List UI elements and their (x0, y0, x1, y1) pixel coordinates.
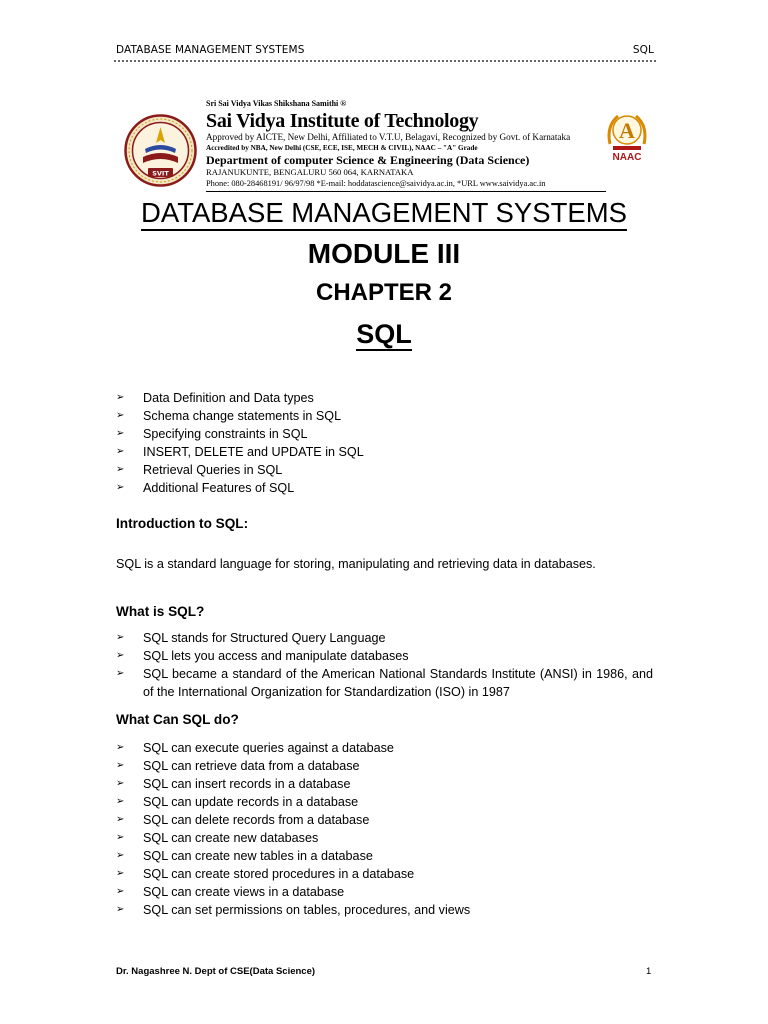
list-item: ➢ SQL lets you access and manipulate databases (116, 649, 409, 663)
course-title-text: DATABASE MANAGEMENT SYSTEMS (141, 197, 627, 231)
letterhead (120, 98, 650, 194)
arrow-bullet-icon: ➢ (116, 668, 125, 679)
running-header-rule (114, 60, 656, 62)
institute-name: Sai Vidya Institute of Technology (206, 110, 479, 132)
list-item: ➢ SQL can create new databases (116, 831, 319, 845)
list-item: ➢ SQL can create views in a database (116, 885, 345, 899)
list-item: ➢ SQL can delete records from a database (116, 813, 370, 827)
list-item: ➢ Data Definition and Data types (116, 391, 314, 405)
arrow-bullet-icon: ➢ (116, 850, 125, 861)
list-item: ➢ SQL can set permissions on tables, procedures, and views (116, 903, 471, 917)
topic-title-text: SQL (356, 319, 412, 349)
arrow-bullet-icon: ➢ (116, 904, 125, 915)
module-title: MODULE III (307, 238, 461, 269)
seal-logo-text: SVIT (152, 169, 169, 178)
arrow-bullet-icon: ➢ (116, 650, 125, 661)
naac-grade-logo (604, 110, 650, 166)
what-is-list (116, 629, 653, 701)
arrow-bullet-icon: ➢ (116, 392, 125, 403)
department-name: Department of computer Science & Engineering (Data Science) (206, 153, 530, 167)
institute-seal-logo (123, 113, 198, 188)
arrow-bullet-icon: ➢ (116, 868, 125, 879)
list-item: ➢ Additional Features of SQL (116, 481, 295, 495)
arrow-bullet-icon: ➢ (116, 814, 125, 825)
letterhead-text (206, 98, 606, 189)
arrow-bullet-icon: ➢ (116, 796, 125, 807)
what-can-list (116, 739, 470, 919)
letterhead-rule (206, 191, 606, 192)
what-can-heading: What Can SQL do? (116, 712, 239, 727)
naac-grade-letter: A (619, 118, 635, 143)
list-item: ➢ SQL can create new tables in a database (116, 849, 373, 863)
footer-page-number: 1 (646, 966, 652, 977)
list-item: ➢ SQL can retrieve data from a database (116, 759, 360, 773)
arrow-bullet-icon: ➢ (116, 886, 125, 897)
running-header-title: DATABASE MANAGEMENT SYSTEMS (116, 44, 305, 56)
list-item: ➢ INSERT, DELETE and UPDATE in SQL (116, 445, 364, 459)
arrow-bullet-icon: ➢ (116, 778, 125, 789)
arrow-bullet-icon: ➢ (116, 482, 125, 493)
list-item: ➢ SQL stands for Structured Query Language (116, 631, 386, 645)
arrow-bullet-icon: ➢ (116, 464, 125, 475)
list-item: ➢ SQL became a standard of the American National Standards Institute (ANSI) in 1986, and of the International Organization for Standardization (ISO) in 1987 (116, 667, 653, 699)
chapter-title: CHAPTER 2 (315, 279, 453, 306)
arrow-bullet-icon: ➢ (116, 760, 125, 771)
arrow-bullet-icon: ➢ (116, 632, 125, 643)
list-item: ➢ Specifying constraints in SQL (116, 427, 308, 441)
running-header (116, 44, 654, 58)
trust-name: Sri Sai Vidya Vikas Shikshana Samithi ® (206, 99, 347, 108)
accreditation-line: Accredited by NBA, New Delhi (CSE, ECE, ISE, MECH & CIVIL), NAAC – "A" Grade (206, 144, 478, 152)
contact-line: Phone: 080-28468191/ 96/97/98 *E-mail: hoddatascience@saividya.ac.in, *URL www.saividya.ac.in (206, 179, 546, 188)
running-header-topic: SQL (632, 44, 654, 56)
address-line: RAJANUKUNTE, BENGALURU 560 064, KARNATAKA (206, 167, 414, 177)
list-item: ➢ SQL can insert records in a database (116, 777, 351, 791)
arrow-bullet-icon: ➢ (116, 446, 125, 457)
list-item: ➢ SQL can update records in a database (116, 795, 359, 809)
footer-author: Dr. Nagashree N. Dept of CSE(Data Science) (116, 966, 316, 977)
list-item: ➢ SQL can execute queries against a database (116, 741, 394, 755)
naac-logo-text: NAAC (612, 152, 642, 163)
list-item: ➢ Retrieval Queries in SQL (116, 463, 283, 477)
topics-list (116, 389, 364, 497)
arrow-bullet-icon: ➢ (116, 832, 125, 843)
intro-heading: Introduction to SQL: (116, 516, 249, 531)
topic-title (0, 317, 768, 351)
list-item: ➢ SQL can create stored procedures in a database (116, 867, 415, 881)
intro-paragraph: SQL is a standard language for storing, manipulating and retrieving data in databases. (116, 557, 596, 571)
arrow-bullet-icon: ➢ (116, 742, 125, 753)
approval-line: Approved by AICTE, New Delhi, Affiliated to V.T.U, Belagavi, Recognized by Govt. of Karnataka (206, 132, 571, 142)
course-title (0, 196, 768, 230)
what-is-heading: What is SQL? (116, 604, 205, 619)
list-item: ➢ Schema change statements in SQL (116, 409, 342, 423)
arrow-bullet-icon: ➢ (116, 410, 125, 421)
arrow-bullet-icon: ➢ (116, 428, 125, 439)
